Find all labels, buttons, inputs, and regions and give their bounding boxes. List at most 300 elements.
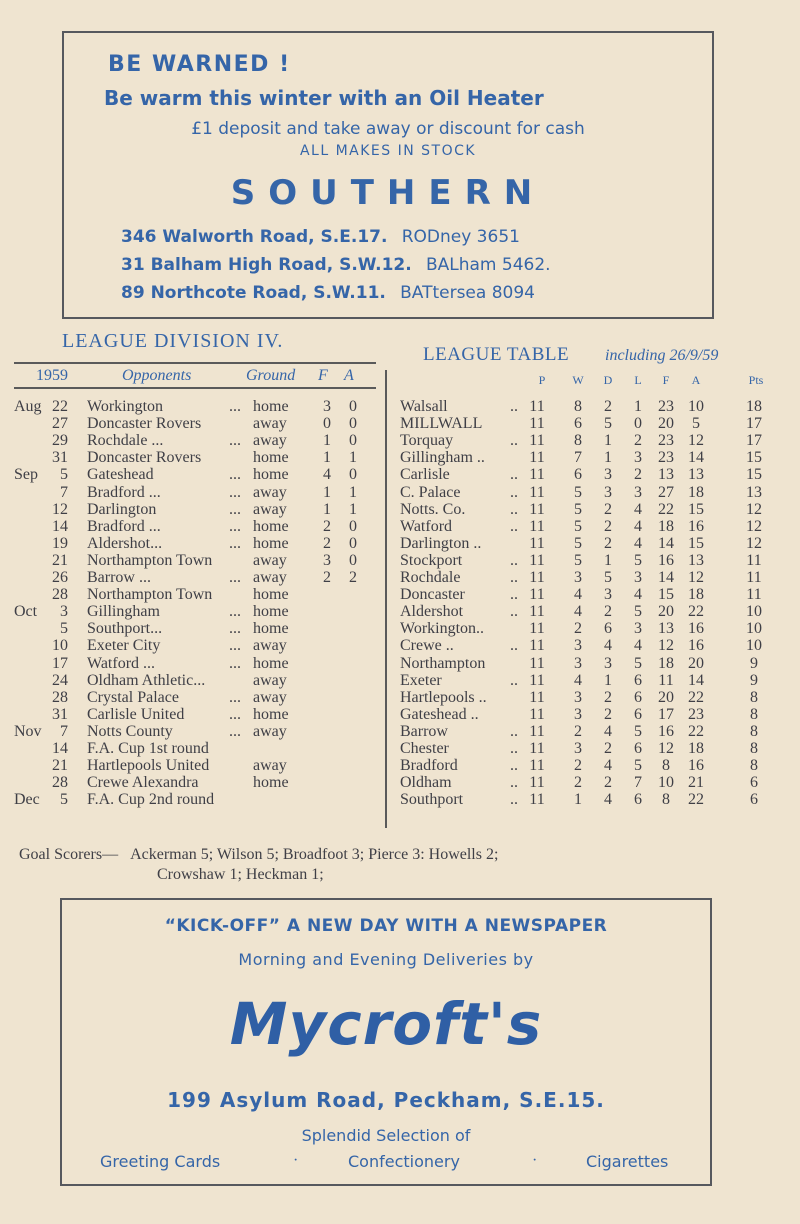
- stat-goals-against: 12: [688, 569, 704, 586]
- fixture-goals-for: 4: [323, 466, 331, 484]
- table-row: [0, 586, 800, 603]
- fixture-opponent: F.A. Cup 1st round: [87, 740, 209, 757]
- fixture-opponent: Northampton Town: [87, 586, 213, 604]
- stat-played: 11: [529, 757, 545, 775]
- stat-goals-for: 13: [658, 466, 674, 484]
- fixture-goals-against: 0: [349, 534, 357, 552]
- fixture-dots: ...: [229, 688, 241, 706]
- stat-goals-against: 22: [688, 722, 704, 740]
- advert-address: 199 Asylum Road, Peckham, S.E.15.: [167, 1088, 605, 1112]
- fixture-goals-for: 2: [323, 534, 331, 552]
- fixture-opponent: Barrow ...: [87, 569, 151, 586]
- stat-drawn: 4: [604, 722, 612, 740]
- stat-goals-against: 18: [688, 483, 704, 501]
- fixture-day: 10: [52, 637, 68, 655]
- stat-lost: 5: [634, 603, 642, 621]
- fixture-opponent: Gillingham: [87, 603, 160, 621]
- fixture-goals-for: 3: [323, 398, 331, 415]
- fixture-day: 29: [52, 432, 68, 450]
- stat-points: 12: [746, 534, 762, 552]
- team-dots: ..: [510, 500, 518, 518]
- stat-won: 3: [574, 740, 582, 757]
- fixture-day: 17: [52, 654, 68, 672]
- table-row: [0, 620, 800, 637]
- team-name: C. Palace: [400, 483, 461, 501]
- stat-won: 5: [574, 551, 582, 569]
- stat-played: 11: [529, 688, 545, 706]
- fixture-dots: ...: [229, 569, 241, 586]
- fixture-ground: away: [253, 688, 287, 706]
- stat-lost: 1: [634, 398, 642, 415]
- team-dots: ..: [510, 774, 518, 792]
- stat-goals-against: 16: [688, 517, 704, 535]
- fixture-goals-against: 0: [349, 415, 357, 433]
- stat-points: 8: [750, 705, 758, 723]
- stat-points: 17: [746, 415, 762, 433]
- stat-won: 4: [574, 586, 582, 604]
- fixtures-title: LEAGUE DIVISION IV.: [62, 330, 284, 352]
- fixture-day: 5: [60, 620, 68, 638]
- address-street: 346 Walworth Road, S.E.17.: [121, 227, 388, 247]
- goal-scorers-list: Ackerman 5; Wilson 5; Broadfoot 3; Pierce 3: Howells 2;: [130, 846, 499, 863]
- header-lost: L: [634, 373, 642, 387]
- fixture-goals-for: 1: [323, 432, 331, 450]
- fixture-goals-against: 1: [349, 483, 357, 501]
- team-dots: ..: [510, 517, 518, 535]
- stat-played: 11: [529, 654, 545, 672]
- team-name: Workington..: [400, 620, 485, 638]
- stat-goals-for: 14: [658, 569, 674, 586]
- fixture-opponent: Hartlepools United: [87, 757, 210, 775]
- table-row: [0, 774, 800, 791]
- stat-won: 3: [574, 705, 582, 723]
- fixture-opponent: Watford ...: [87, 654, 156, 672]
- header-points: Pts: [748, 373, 764, 387]
- stat-drawn: 1: [604, 671, 612, 689]
- brand-southern: SOUTHERN: [230, 173, 546, 213]
- header-for: F: [318, 367, 328, 384]
- header-played: P: [538, 373, 546, 387]
- brand-mycrofts: Mycroft's: [229, 990, 543, 1058]
- team-dots: ..: [510, 551, 518, 569]
- fixture-goals-against: 0: [349, 551, 357, 569]
- fixture-goals-against: 1: [349, 500, 357, 518]
- stat-goals-against: 15: [688, 534, 704, 552]
- stat-goals-against: 16: [688, 620, 704, 638]
- team-name: Gillingham ..: [400, 449, 485, 467]
- stat-drawn: 3: [604, 586, 612, 604]
- team-dots: ..: [510, 603, 518, 621]
- fixture-ground: home: [253, 620, 289, 638]
- stat-played: 11: [529, 705, 545, 723]
- advert-headline: “KICK-OFF” A NEW DAY WITH A NEWSPAPER: [164, 916, 608, 936]
- fixture-day: 31: [52, 449, 68, 467]
- stat-won: 8: [574, 398, 582, 415]
- fixture-opponent: Carlisle United: [87, 705, 185, 723]
- stat-goals-against: 13: [688, 466, 704, 484]
- stat-played: 11: [529, 637, 545, 655]
- stat-goals-for: 22: [658, 500, 674, 518]
- team-dots: ..: [510, 398, 518, 415]
- table-row: [0, 672, 800, 689]
- table-row: [0, 552, 800, 569]
- stat-drawn: 2: [604, 500, 612, 518]
- fixture-day: 21: [52, 551, 68, 569]
- stat-lost: 2: [634, 432, 642, 450]
- fixture-opponent: Doncaster Rovers: [87, 449, 202, 467]
- stat-lost: 6: [634, 791, 642, 809]
- stat-goals-for: 27: [658, 483, 674, 501]
- advert-sub: Morning and Evening Deliveries by: [238, 950, 534, 969]
- fixture-ground: home: [253, 705, 289, 723]
- fixture-ground: away: [253, 483, 287, 501]
- fixture-ground: away: [253, 671, 287, 689]
- address-line: [121, 283, 535, 303]
- stat-points: 18: [746, 398, 762, 415]
- stat-drawn: 4: [604, 757, 612, 775]
- fixture-goals-for: 0: [323, 415, 331, 433]
- stat-played: 11: [529, 586, 545, 604]
- table-row: [0, 415, 800, 432]
- separator-dot: ·: [293, 1152, 299, 1169]
- team-name: Stockport: [400, 551, 463, 569]
- stat-played: 11: [529, 500, 545, 518]
- fixture-day: 7: [60, 483, 68, 501]
- header-year: 1959: [36, 367, 68, 384]
- stat-won: 1: [574, 791, 582, 809]
- stat-points: 6: [750, 774, 758, 792]
- stat-goals-against: 22: [688, 688, 704, 706]
- fixture-ground: home: [253, 774, 289, 792]
- stat-played: 11: [529, 671, 545, 689]
- stat-played: 11: [529, 432, 545, 450]
- fixture-dots: ...: [229, 637, 241, 655]
- fixture-month: Aug: [14, 398, 42, 415]
- stat-goals-against: 10: [688, 398, 704, 415]
- team-name: Crewe ..: [400, 637, 454, 655]
- stat-lost: 2: [634, 466, 642, 484]
- newsagent-advert: [60, 898, 712, 1186]
- stat-points: 12: [746, 517, 762, 535]
- fixture-day: 31: [52, 705, 68, 723]
- stat-won: 2: [574, 774, 582, 792]
- stat-played: 11: [529, 466, 545, 484]
- stat-drawn: 4: [604, 637, 612, 655]
- stat-lost: 4: [634, 517, 642, 535]
- fixture-goals-against: 0: [349, 432, 357, 450]
- fixture-opponent: Rochdale ...: [87, 432, 164, 450]
- stat-points: 17: [746, 432, 762, 450]
- stat-played: 11: [529, 740, 545, 757]
- stat-lost: 5: [634, 551, 642, 569]
- stat-points: 8: [750, 757, 758, 775]
- fixture-ground: away: [253, 637, 287, 655]
- goal-scorers-line1: [19, 846, 498, 864]
- advert-subhead: Be warm this winter with an Oil Heater: [104, 86, 544, 110]
- stat-lost: 6: [634, 740, 642, 757]
- team-name: Doncaster: [400, 586, 465, 604]
- stat-goals-for: 12: [658, 740, 674, 757]
- fixture-opponent: Notts County: [87, 722, 173, 740]
- divider: [14, 362, 376, 364]
- table-row: [0, 757, 800, 774]
- team-name: Southport: [400, 791, 464, 809]
- fixture-dots: ...: [229, 603, 241, 621]
- stat-drawn: 5: [604, 569, 612, 586]
- fixture-opponent: Workington: [87, 398, 164, 415]
- stat-goals-against: 22: [688, 791, 704, 809]
- team-name: Chester: [400, 740, 449, 757]
- stat-drawn: 1: [604, 432, 612, 450]
- stat-goals-against: 21: [688, 774, 704, 792]
- stat-points: 10: [746, 620, 762, 638]
- stat-goals-against: 15: [688, 500, 704, 518]
- fixture-day: 26: [52, 569, 68, 586]
- team-name: Northampton: [400, 654, 486, 672]
- fixture-ground: away: [253, 500, 287, 518]
- fixture-goals-against: 2: [349, 569, 357, 586]
- goal-scorers-label: Goal Scorers—: [19, 846, 119, 863]
- table-row: [0, 518, 800, 535]
- fixture-opponent: Bradford ...: [87, 517, 161, 535]
- stat-played: 11: [529, 620, 545, 638]
- divider: [14, 387, 376, 389]
- fixture-opponent: Crewe Alexandra: [87, 774, 199, 792]
- fixture-dots: ...: [229, 398, 241, 415]
- stat-goals-for: 18: [658, 654, 674, 672]
- table-row: [0, 706, 800, 723]
- team-name: MILLWALL: [400, 415, 483, 433]
- address-phone: BALham 5462.: [425, 255, 551, 275]
- stat-won: 5: [574, 500, 582, 518]
- stat-played: 11: [529, 517, 545, 535]
- stat-played: 11: [529, 415, 545, 433]
- fixture-day: 7: [60, 722, 68, 740]
- stat-goals-for: 10: [658, 774, 674, 792]
- fixture-dots: ...: [229, 483, 241, 501]
- fixture-opponent: Bradford ...: [87, 483, 161, 501]
- header-for: F: [662, 373, 670, 387]
- team-name: Bradford: [400, 757, 458, 775]
- fixture-opponent: Southport...: [87, 620, 163, 638]
- fixture-ground: home: [253, 603, 289, 621]
- address-street: 31 Balham High Road, S.W.12.: [121, 255, 412, 275]
- fixture-dots: ...: [229, 654, 241, 672]
- table-row: [0, 432, 800, 449]
- stat-goals-against: 16: [688, 757, 704, 775]
- fixture-dots: ...: [229, 705, 241, 723]
- stat-won: 7: [574, 449, 582, 467]
- stat-won: 3: [574, 654, 582, 672]
- fixture-day: 3: [60, 603, 68, 621]
- table-row: [0, 791, 800, 808]
- fixture-dots: ...: [229, 534, 241, 552]
- stat-points: 13: [746, 483, 762, 501]
- fixture-goals-for: 1: [323, 449, 331, 467]
- stat-lost: 5: [634, 654, 642, 672]
- header-won: W: [572, 373, 584, 387]
- stat-goals-for: 15: [658, 586, 674, 604]
- fixture-opponent: Doncaster Rovers: [87, 415, 202, 433]
- stat-played: 11: [529, 534, 545, 552]
- address-line: [121, 255, 551, 275]
- item-confectionery: Confectionery: [348, 1152, 460, 1171]
- stat-goals-for: 8: [662, 791, 670, 809]
- address-street: 89 Northcote Road, S.W.11.: [121, 283, 386, 303]
- team-name: Barrow: [400, 722, 448, 740]
- stat-won: 4: [574, 603, 582, 621]
- stat-goals-against: 16: [688, 637, 704, 655]
- table-row: [0, 569, 800, 586]
- fixture-ground: away: [253, 415, 287, 433]
- address-phone: RODney 3651: [401, 227, 520, 247]
- team-name: Exeter: [400, 671, 442, 689]
- team-dots: ..: [510, 637, 518, 655]
- stat-points: 11: [746, 551, 762, 569]
- fixture-opponent: Gateshead: [87, 466, 154, 484]
- table-row: [0, 637, 800, 654]
- fixture-opponent: Oldham Athletic...: [87, 671, 206, 689]
- team-name: Torquay: [400, 432, 454, 450]
- stat-won: 4: [574, 671, 582, 689]
- goal-scorers-line2: Crowshaw 1; Heckman 1;: [157, 866, 324, 883]
- fixture-day: 27: [52, 415, 68, 433]
- stat-goals-against: 14: [688, 671, 704, 689]
- fixture-opponent: Exeter City: [87, 637, 161, 655]
- stat-goals-for: 11: [658, 671, 674, 689]
- address-line: [121, 227, 520, 247]
- stat-points: 15: [746, 449, 762, 467]
- stat-won: 2: [574, 722, 582, 740]
- stat-goals-for: 12: [658, 637, 674, 655]
- stat-lost: 6: [634, 705, 642, 723]
- stat-lost: 3: [634, 449, 642, 467]
- fixture-goals-against: 1: [349, 449, 357, 467]
- stat-goals-against: 18: [688, 586, 704, 604]
- fixture-goals-against: 0: [349, 466, 357, 484]
- stat-lost: 7: [634, 774, 642, 792]
- fixture-opponent: Darlington: [87, 500, 157, 518]
- fixture-dots: ...: [229, 722, 241, 740]
- fixture-dots: ...: [229, 517, 241, 535]
- stat-goals-against: 20: [688, 654, 704, 672]
- fixture-day: 21: [52, 757, 68, 775]
- stat-won: 6: [574, 466, 582, 484]
- stat-goals-against: 14: [688, 449, 704, 467]
- stat-points: 11: [746, 586, 762, 604]
- fixture-goals-for: 2: [323, 517, 331, 535]
- fixture-ground: home: [253, 534, 289, 552]
- fixture-day: 22: [52, 398, 68, 415]
- stat-drawn: 2: [604, 534, 612, 552]
- stat-won: 5: [574, 534, 582, 552]
- fixture-goals-for: 2: [323, 569, 331, 586]
- table-row: [0, 398, 800, 415]
- stat-points: 11: [746, 569, 762, 586]
- fixture-dots: ...: [229, 466, 241, 484]
- stat-goals-for: 20: [658, 603, 674, 621]
- stat-points: 12: [746, 500, 762, 518]
- stat-won: 6: [574, 415, 582, 433]
- stat-goals-for: 14: [658, 534, 674, 552]
- stat-lost: 4: [634, 637, 642, 655]
- fixture-day: 28: [52, 688, 68, 706]
- fixture-ground: home: [253, 517, 289, 535]
- stat-drawn: 4: [604, 791, 612, 809]
- stat-played: 11: [529, 449, 545, 467]
- advert-offer: £1 deposit and take away or discount for cash: [191, 119, 585, 139]
- fixture-ground: home: [253, 449, 289, 467]
- advert-headline: BE WARNED !: [108, 52, 291, 77]
- stat-points: 8: [750, 740, 758, 757]
- stat-drawn: 1: [604, 551, 612, 569]
- stat-goals-for: 8: [662, 757, 670, 775]
- stat-lost: 0: [634, 415, 642, 433]
- fixture-goals-for: 1: [323, 500, 331, 518]
- fixture-day: 5: [60, 791, 68, 809]
- team-name: Carlisle: [400, 466, 450, 484]
- stat-drawn: 2: [604, 774, 612, 792]
- stat-drawn: 2: [604, 603, 612, 621]
- fixture-goals-against: 0: [349, 517, 357, 535]
- separator-dot: ·: [532, 1152, 538, 1169]
- team-dots: ..: [510, 569, 518, 586]
- fixture-dots: ...: [229, 620, 241, 638]
- stat-lost: 6: [634, 688, 642, 706]
- fixture-ground: away: [253, 722, 287, 740]
- stat-won: 3: [574, 637, 582, 655]
- fixture-dots: ...: [229, 432, 241, 450]
- stat-goals-for: 16: [658, 722, 674, 740]
- stat-lost: 3: [634, 483, 642, 501]
- stat-goals-against: 18: [688, 740, 704, 757]
- item-greeting-cards: Greeting Cards: [100, 1152, 221, 1171]
- team-dots: ..: [510, 483, 518, 501]
- fixture-month: Oct: [14, 603, 38, 621]
- table-row: [0, 449, 800, 466]
- stat-drawn: 1: [604, 449, 612, 467]
- team-name: Oldham: [400, 774, 452, 792]
- fixture-month: Dec: [14, 791, 40, 809]
- fixture-ground: home: [253, 586, 289, 604]
- stat-drawn: 2: [604, 705, 612, 723]
- stat-goals-against: 12: [688, 432, 704, 450]
- stat-goals-for: 23: [658, 449, 674, 467]
- stat-goals-for: 23: [658, 432, 674, 450]
- fixture-ground: home: [253, 398, 289, 415]
- fixture-day: 5: [60, 466, 68, 484]
- address-phone: BATtersea 8094: [400, 283, 535, 303]
- stat-points: 8: [750, 722, 758, 740]
- stat-drawn: 3: [604, 483, 612, 501]
- league-table-date: including 26/9/59: [605, 347, 719, 364]
- stat-played: 11: [529, 569, 545, 586]
- stat-played: 11: [529, 551, 545, 569]
- fixture-goals-against: 0: [349, 398, 357, 415]
- fixture-day: 28: [52, 586, 68, 604]
- league-table-title: LEAGUE TABLE: [423, 344, 570, 365]
- team-dots: ..: [510, 791, 518, 809]
- team-name: Aldershot: [400, 603, 464, 621]
- stat-points: 9: [750, 671, 758, 689]
- header-ground: Ground: [246, 367, 296, 384]
- stat-drawn: 5: [604, 415, 612, 433]
- stat-won: 2: [574, 757, 582, 775]
- header-drawn: D: [603, 373, 613, 387]
- stat-goals-for: 13: [658, 620, 674, 638]
- stat-won: 5: [574, 517, 582, 535]
- team-dots: ..: [510, 757, 518, 775]
